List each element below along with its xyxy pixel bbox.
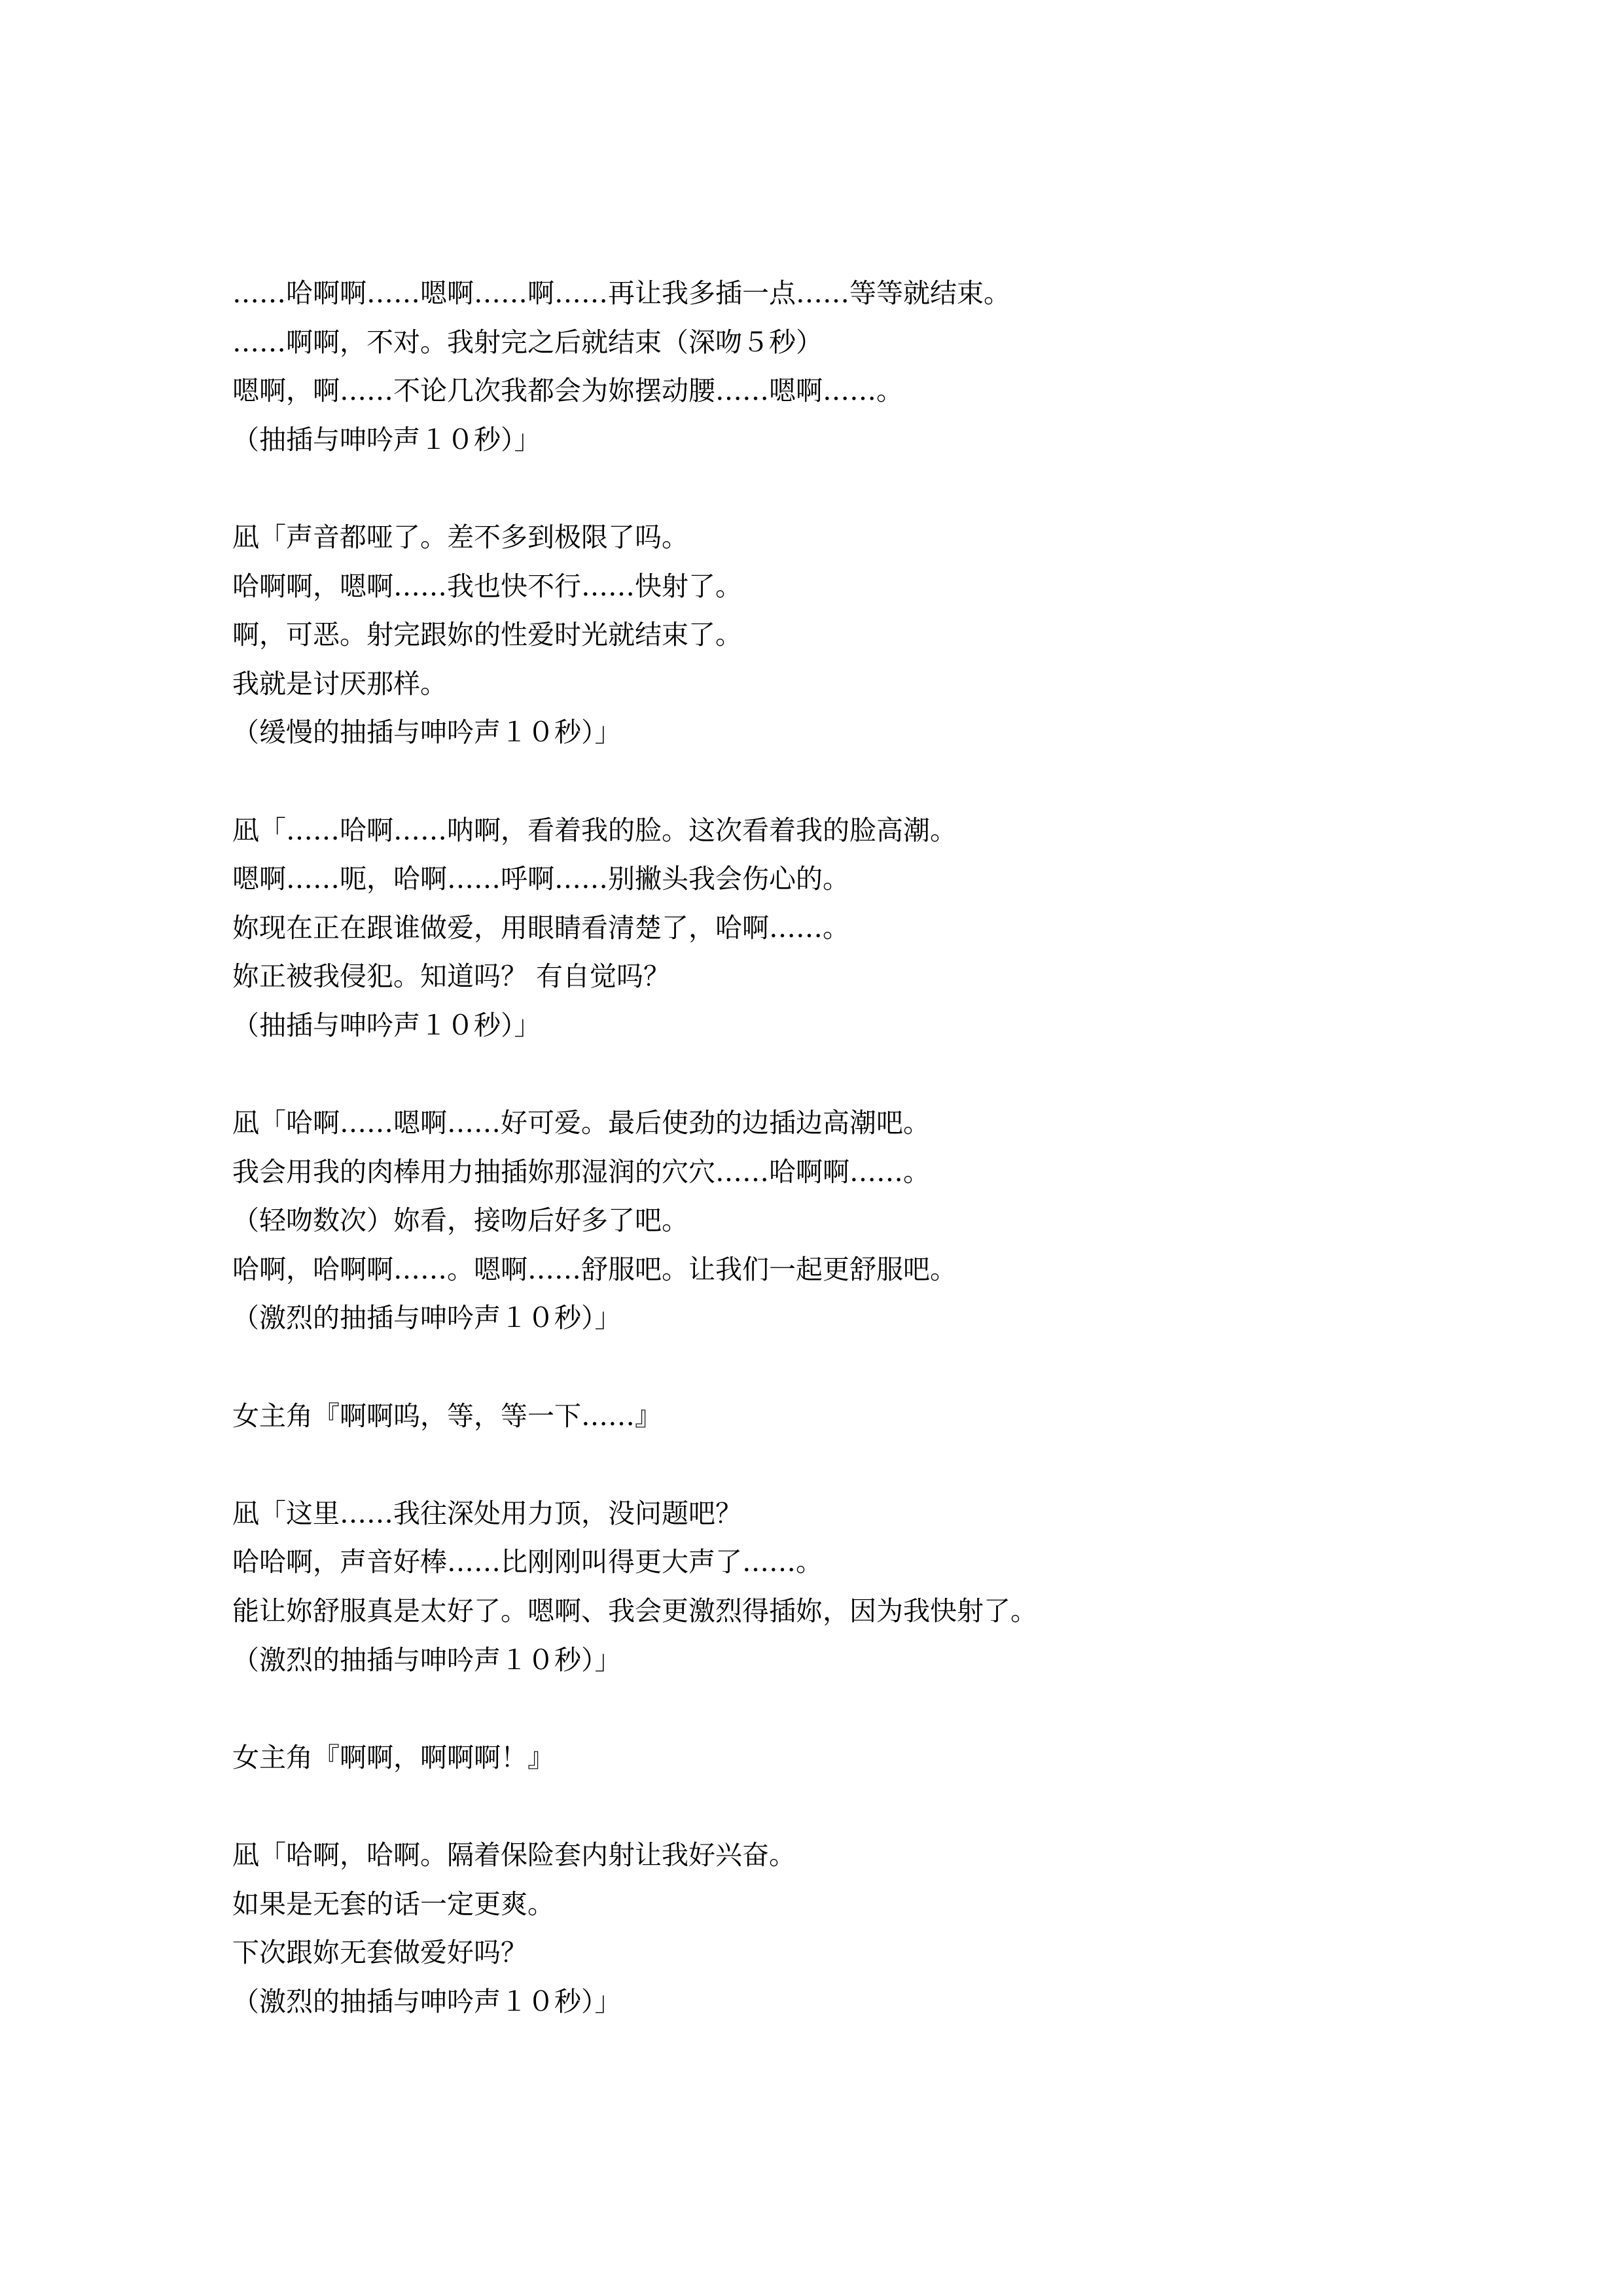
script-line: 我就是讨厌那样。	[232, 667, 447, 699]
script-line: （抽插与呻吟声１０秒）」	[232, 423, 541, 455]
script-line: 女主角『啊啊，啊啊啊！』	[232, 1741, 554, 1773]
script-line: 嗯啊，啊……不论几次我都会为妳摆动腰……嗯啊……。	[232, 375, 903, 407]
script-line: 凪「……哈啊……呐啊，看着我的脸。这次看着我的脸高潮。	[232, 814, 957, 846]
script-line: 啊，可恶。射完跟妳的性爱时光就结束了。	[232, 619, 742, 651]
script-line: （激烈的抽插与呻吟声１０秒）」	[232, 1985, 622, 2017]
script-line: 我会用我的肉棒用力抽插妳那湿润的穴穴……哈啊啊……。	[232, 1156, 930, 1188]
script-line: 哈啊，哈啊啊……。嗯啊……舒服吧。让我们一起更舒服吧。	[232, 1253, 957, 1285]
script-line: 哈哈啊，声音好棒……比刚刚叫得更大声了……。	[232, 1546, 823, 1578]
dialogue-paragraph	[232, 513, 1037, 757]
script-line: 妳现在正在跟谁做爱，用眼睛看清楚了，哈啊……。	[232, 911, 849, 944]
script-line: ……哈啊啊……嗯啊……啊……再让我多插一点……等等就结束。	[232, 277, 1010, 309]
script-line: （激烈的抽插与呻吟声１０秒）」	[232, 1644, 622, 1676]
script-line: 凪「哈啊，哈啊。隔着保险套内射让我好兴奋。	[232, 1839, 796, 1871]
document-text-block	[232, 269, 1037, 2075]
script-line: 凪「声音都哑了。差不多到极限了吗。	[232, 521, 688, 553]
dialogue-paragraph	[232, 269, 1037, 464]
script-line: 下次跟妳无套做爱好吗？	[232, 1937, 527, 1969]
script-line: 凪「这里……我往深处用力顶，没问题吧？	[232, 1497, 742, 1529]
script-line: 妳正被我侵犯。知道吗？ 有自觉吗？	[232, 961, 671, 993]
dialogue-paragraph	[232, 1831, 1037, 2026]
script-line: （激烈的抽插与呻吟声１０秒）」	[232, 1302, 622, 1334]
script-line: 嗯啊……呃，哈啊……呼啊……别撇头我会伤心的。	[232, 863, 849, 895]
dialogue-paragraph	[232, 1099, 1037, 1343]
script-line: ……啊啊，不对。我射完之后就结束（深吻５秒）	[232, 326, 823, 358]
script-line: 哈啊啊，嗯啊……我也快不行……快射了。	[232, 570, 742, 602]
dialogue-paragraph	[232, 1489, 1037, 1684]
script-line: 能让妳舒服真是太好了。嗯啊、我会更激烈得插妳，因为我快射了。	[232, 1595, 1037, 1627]
script-line: （缓慢的抽插与呻吟声１０秒）」	[232, 716, 622, 749]
script-line: （轻吻数次）妳看，接吻后好多了吧。	[232, 1205, 688, 1237]
dialogue-paragraph	[232, 1392, 1037, 1441]
script-line: 凪「哈啊……嗯啊……好可爱。最后使劲的边插边高潮吧。	[232, 1107, 930, 1139]
dialogue-paragraph	[232, 1733, 1037, 1782]
script-line: 如果是无套的话一定更爽。	[232, 1888, 554, 1920]
script-line: （抽插与呻吟声１０秒）」	[232, 1009, 541, 1041]
script-line: 女主角『啊啊呜，等，等一下……』	[232, 1400, 662, 1432]
dialogue-paragraph	[232, 806, 1037, 1050]
